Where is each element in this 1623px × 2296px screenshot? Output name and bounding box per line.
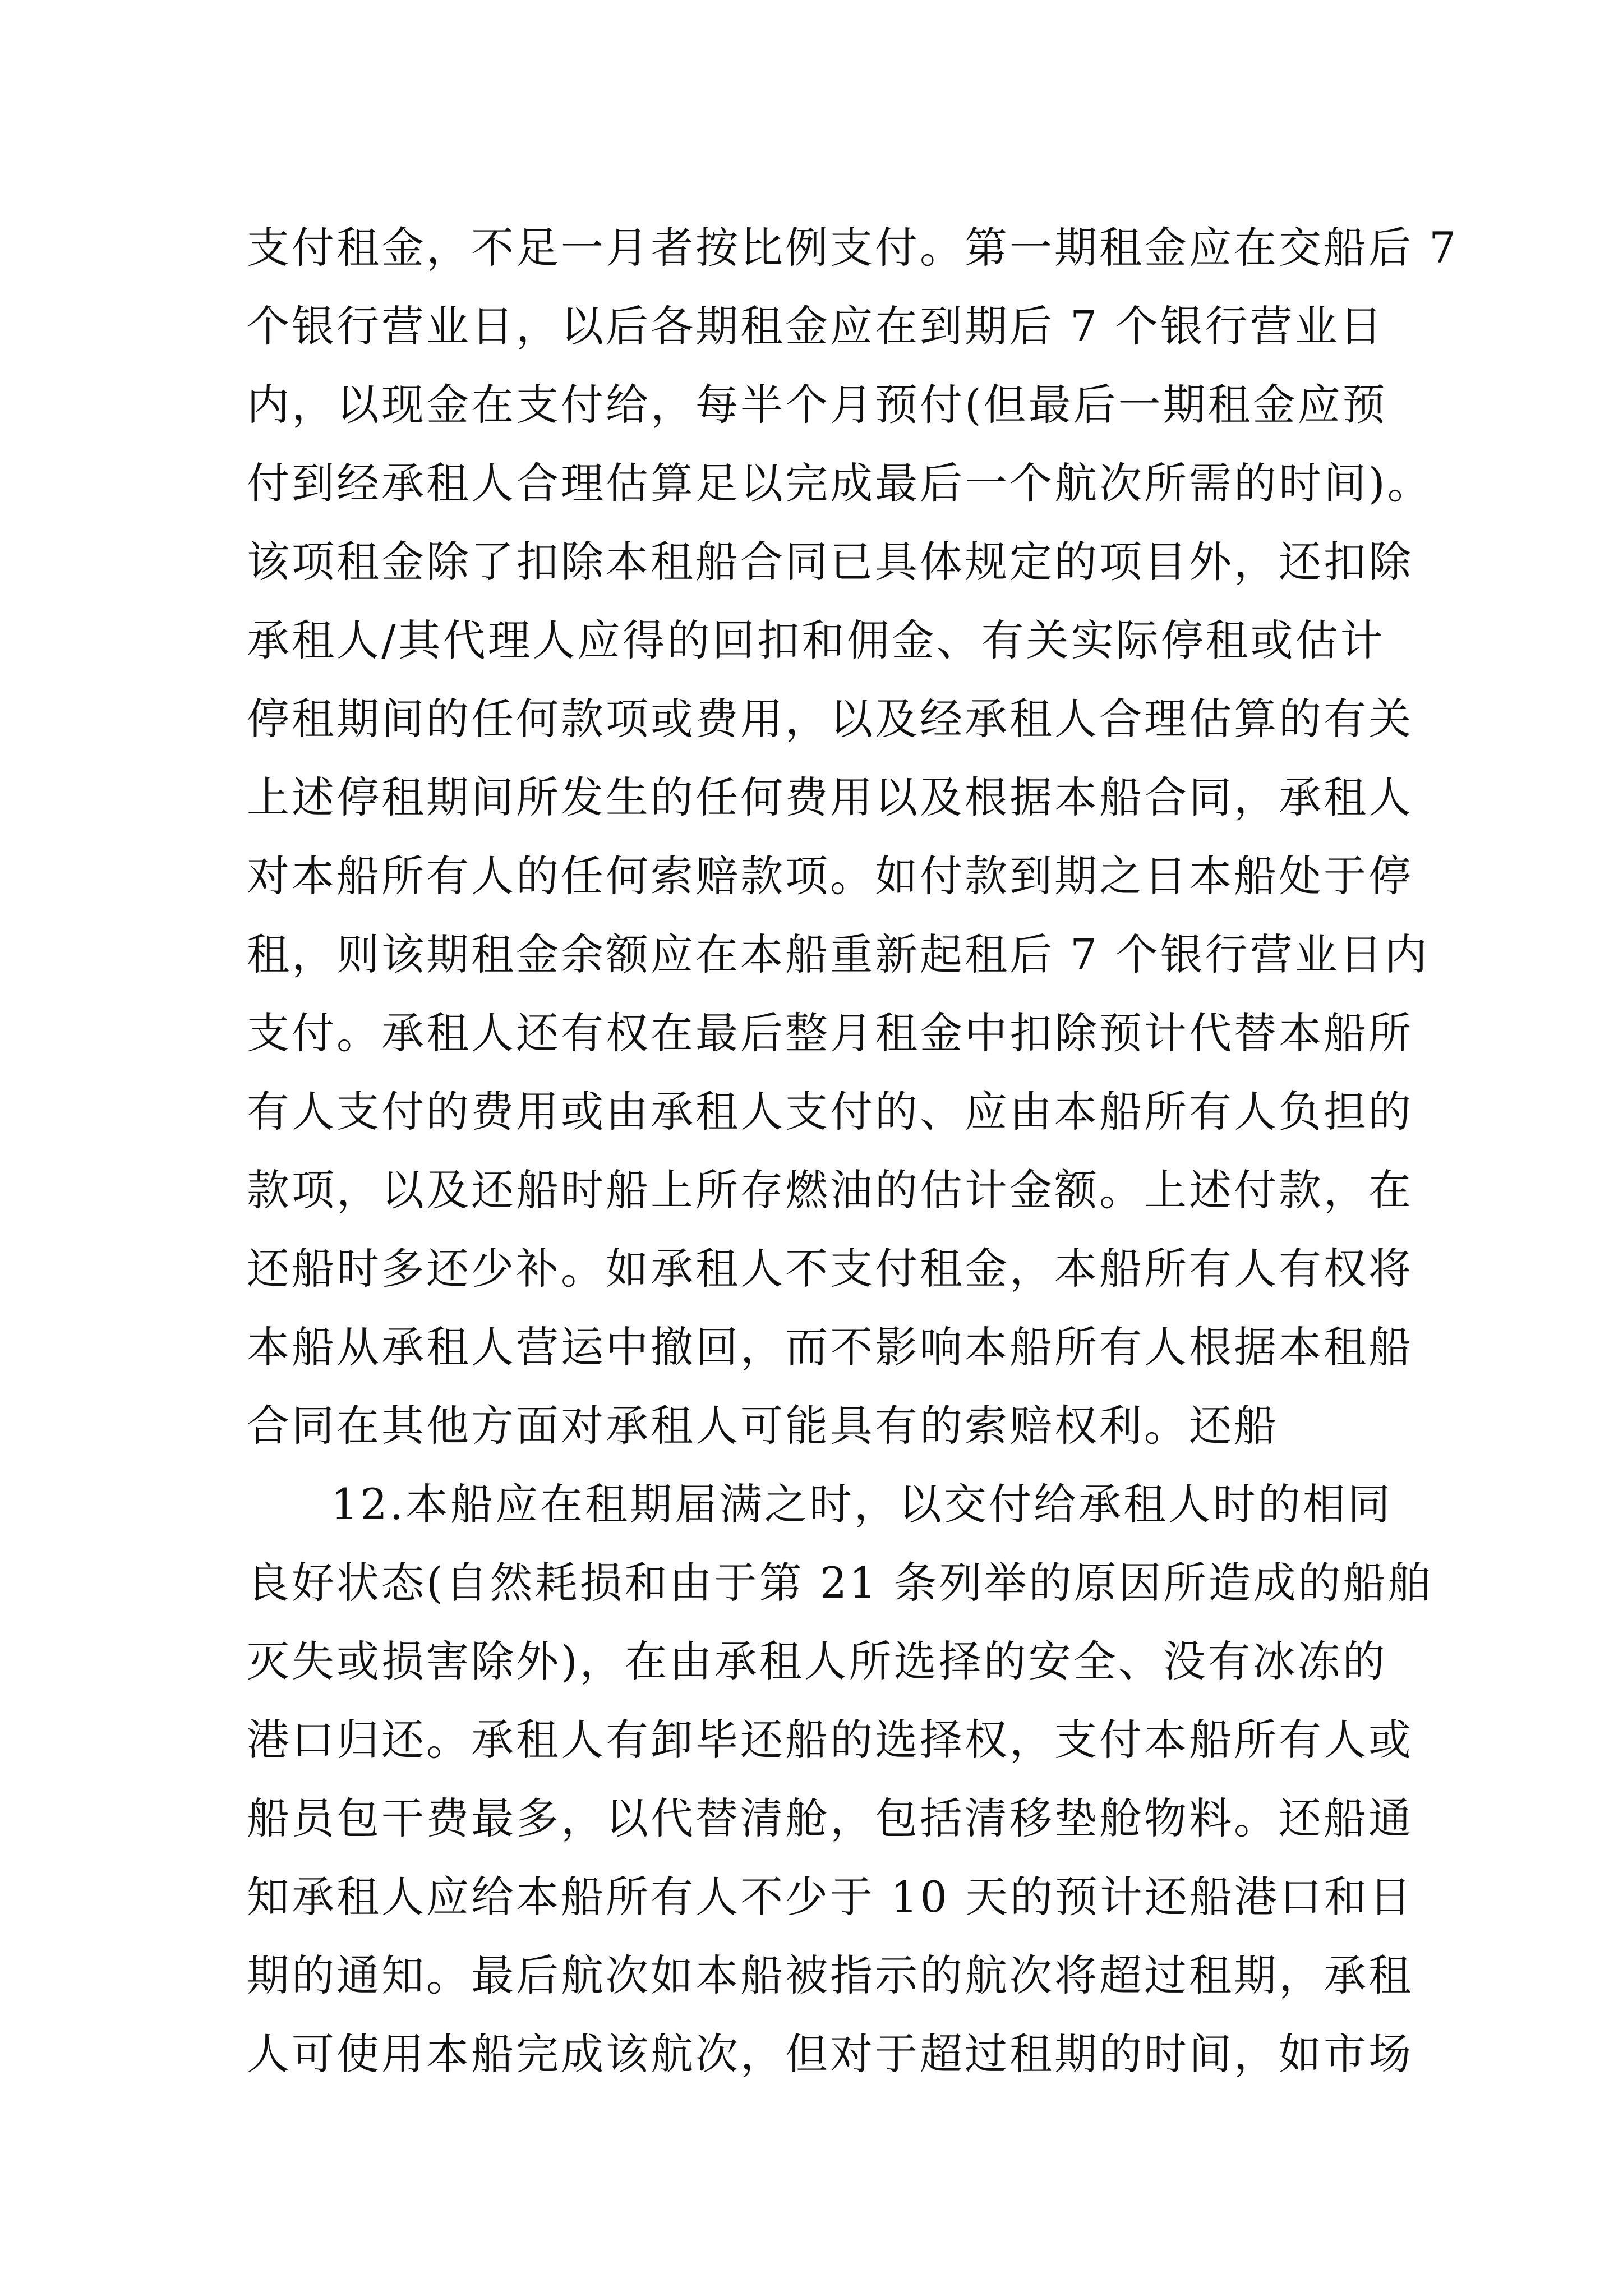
text-line: 个银行营业日，以后各期租金应在到期后 7 个银行营业日 (247, 301, 1385, 351)
text-line: 港口归还。承租人有卸毕还船的选择权，支付本船所有人或 (247, 1715, 1413, 1765)
text-line: 人可使用本船完成该航次，但对于超过租期的时间，如市场 (247, 2029, 1413, 2079)
text-line: 付到经承租人合理估算足以完成最后一个航次所需的时间)。 (247, 458, 1432, 508)
text-line: 知承租人应给本船所有人不少于 10 天的预计还船港口和日 (247, 1872, 1414, 1922)
text-line: 还船时多还少补。如承租人不支付租金，本船所有人有权将 (247, 1244, 1413, 1294)
text-line: 船员包干费最多，以代替清舱，包括清移垫舱物料。还船通 (247, 1793, 1413, 1843)
text-line: 支付。承租人还有权在最后整月租金中扣除预计代替本船所 (247, 1008, 1413, 1058)
text-line: 该项租金除了扣除本租船合同已具体规定的项目外，还扣除 (247, 537, 1413, 587)
text-line: 上述停租期间所发生的任何费用以及根据本船合同，承租人 (247, 772, 1413, 822)
text-line: 对本船所有人的任何索赔款项。如付款到期之日本船处于停 (247, 851, 1413, 901)
text-line: 良好状态(自然耗损和由于第 21 条列举的原因所造成的船舶 (247, 1558, 1433, 1608)
paragraph-2 (247, 1465, 1433, 2093)
text-line: 期的通知。最后航次如本船被指示的航次将超过租期，承租 (247, 1950, 1413, 2000)
text-line: 承租人/其代理人应得的回扣和佣金、有关实际停租或估计 (247, 615, 1385, 665)
paragraph-1 (247, 209, 1459, 1465)
text-line: 本船从承租人营运中撤回，而不影响本船所有人根据本租船 (247, 1322, 1413, 1372)
text-line: 有人支付的费用或由承租人支付的、应由本船所有人负担的 (247, 1087, 1413, 1137)
text-line: 灭失或损害除外)，在由承租人所选择的安全、没有冰冻的 (247, 1636, 1387, 1686)
text-line: 停租期间的任何款项或费用，以及经承租人合理估算的有关 (247, 694, 1413, 744)
document-body (247, 209, 1459, 2093)
text-line: 租，则该期租金余额应在本船重新起租后 7 个银行营业日内 (247, 930, 1430, 979)
text-line: 款项，以及还船时船上所存燃油的估计金额。上述付款，在 (247, 1165, 1413, 1215)
text-line: 12.本船应在租期届满之时，以交付给承租人时的相同 (331, 1479, 1393, 1529)
text-line: 内，以现金在支付给，每半个月预付(但最后一期租金应预 (247, 380, 1387, 430)
text-line: 合同在其他方面对承租人可能具有的索赔权利。还船 (247, 1401, 1279, 1451)
text-line: 支付租金，不足一月者按比例支付。第一期租金应在交船后 7 (247, 223, 1459, 273)
